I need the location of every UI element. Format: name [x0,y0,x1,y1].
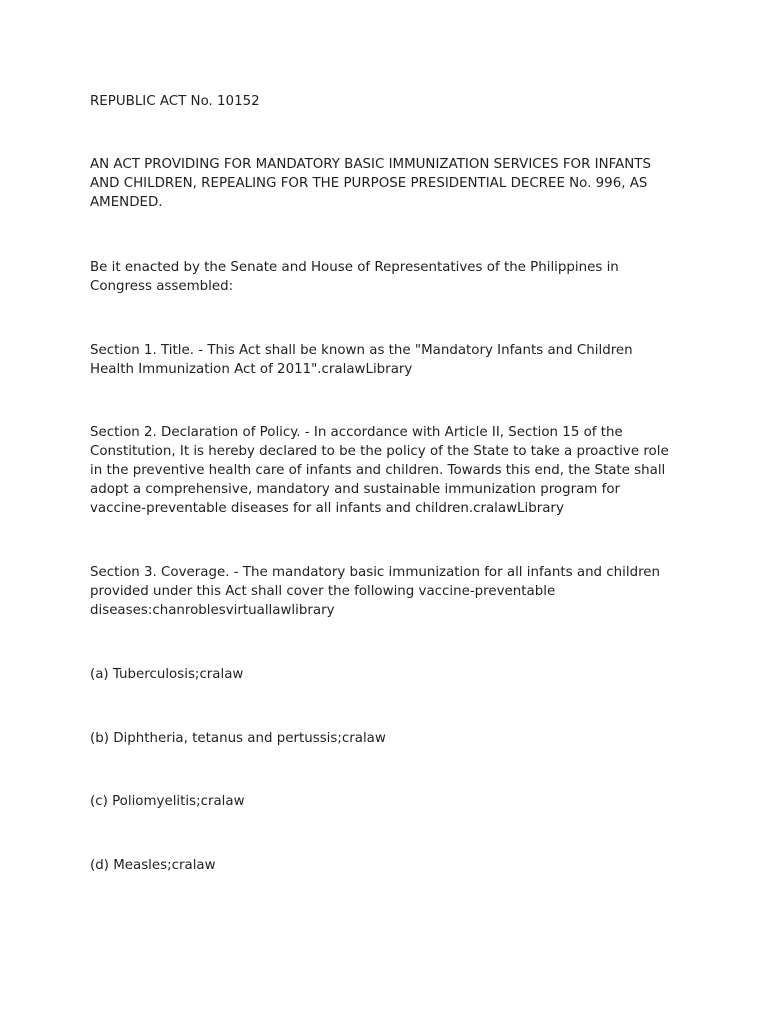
act-title: AN ACT PROVIDING FOR MANDATORY BASIC IMMUNIZATION SERVICES FOR INFANTS AND CHILDREN, REPEALING FOR THE PURPOSE PRESIDENTIAL DECREE No. 996, AS AMENDED. [90,157,651,210]
section-2-declaration-of-policy: Section 2. Declaration of Policy. - In accordance with Article II, Section 15 of the Constitution, It is hereby declared to be the policy of the State to take a proactive role in the preventive health care of infants and children. Towards this end, the State shall adopt a comprehensive, mandatory and sustainable immunization program for vaccine-preventable diseases for all infants and children.cralawLibrary [90,425,669,516]
act-number: REPUBLIC ACT No. 10152 [90,94,260,109]
list-item-tuberculosis: (a) Tuberculosis;cralaw [90,667,244,682]
section-1-title: Section 1. Title. - This Act shall be known as the "Mandatory Infants and Children Health Immunization Act of 2011".cralawLibrary [90,343,633,377]
enacting-clause: Be it enacted by the Senate and House of Representatives of the Philippines in Congress assembled: [90,260,619,294]
section-3-coverage: Section 3. Coverage. - The mandatory basic immunization for all infants and children provided under this Act shall cover the following vaccine-preventable diseases:chanroblesvirtuallawlibrary [90,565,661,618]
list-item-poliomyelitis: (c) Poliomyelitis;cralaw [90,794,245,809]
list-item-measles: (d) Measles;cralaw [90,858,216,873]
list-item-diphtheria-tetanus-pertussis: (b) Diphtheria, tetanus and pertussis;cralaw [90,731,386,746]
